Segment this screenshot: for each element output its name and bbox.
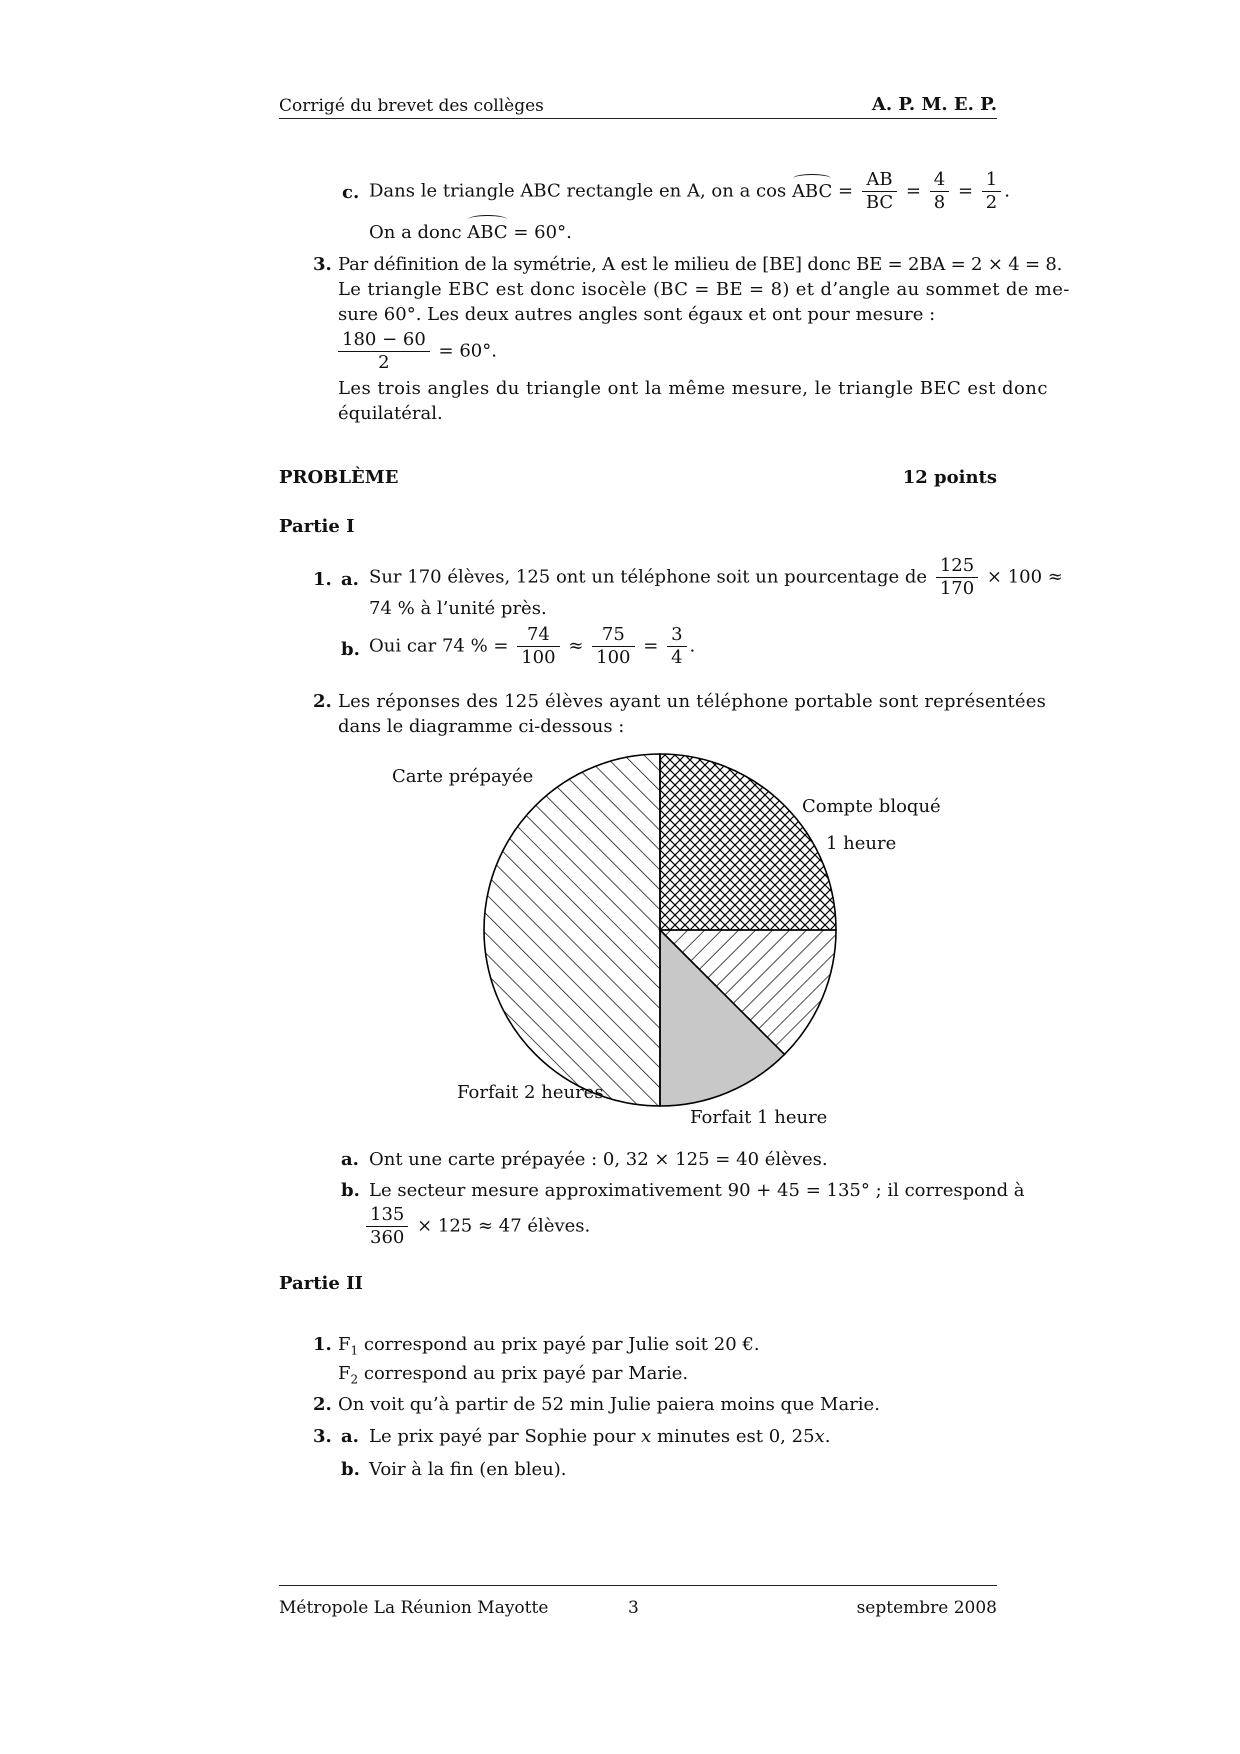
- p1-q2-text: Les réponses des 125 élèves ayant un téléphone portable sont représentées dans le diagramme ci-dessous :: [338, 691, 1047, 737]
- p1-q2b-line1: Le secteur mesure approximativement 90 + 45 = 135° ; il correspond à: [369, 1180, 1025, 1201]
- angle-abc: ABC: [791, 180, 833, 202]
- label-compte-bloque: Compte bloqué: [802, 796, 941, 817]
- p1-q2b-line2: $\frac{135}{360}$ × 125 ≈ 47 élèves.: [366, 1204, 590, 1249]
- header-rule: [279, 118, 997, 119]
- label-forfait-2h: Forfait 2 heures: [457, 1082, 604, 1103]
- label-forfait-1h: Forfait 1 heure: [690, 1107, 828, 1128]
- probleme-title: PROBLÈME: [279, 467, 399, 488]
- p1-q2a-label: a.: [341, 1149, 359, 1170]
- footer-page-number: 3: [628, 1598, 639, 1618]
- item-c-line2: On a donc ABC = 60°.: [369, 222, 572, 243]
- partie1-title: Partie I: [279, 516, 355, 537]
- p2-q1-line1: $F_1$ correspond au prix payé par Julie soit 20 €.: [338, 1334, 760, 1358]
- p2-q2-label: 2.: [313, 1394, 332, 1415]
- item-c-line1: Dans le triangle ABC rectangle en A, on a cos ABC = $\frac{AB}{BC}$ = $\frac{4}{8}$ = $\frac{1}{2}$ .: [369, 169, 1010, 213]
- pie-chart: [470, 740, 850, 1120]
- p1-q1a-label: a.: [341, 569, 359, 590]
- p2-q1-line2: $F_2$ correspond au prix payé par Marie.: [338, 1363, 689, 1387]
- footer-date: septembre 2008: [856, 1598, 997, 1618]
- footer-left: Métropole La Réunion Mayotte: [279, 1598, 549, 1618]
- item-c-label: c.: [342, 182, 360, 203]
- partie2-title: Partie II: [279, 1273, 363, 1294]
- p1-q2a-text: Ont une carte prépayée : 0, 32 × 125 = 40 élèves.: [369, 1149, 828, 1170]
- p1-q2-label: 2.: [313, 691, 332, 712]
- p1-q1a-line1: Sur 170 élèves, 125 ont un téléphone soit un pourcentage de $\frac{125}{170}$ × 100 ≈: [369, 555, 1063, 599]
- p2-q1-label: 1.: [313, 1334, 332, 1355]
- item-3-text: Par définition de la symétrie, A est le milieu de [BE] donc BE = 2BA = 2 × 4 = 8. Le triangle EBC est donc isocèle (BC = BE = 8) et d’angle au sommet de me- sure 60°. Les deux autres angles sont égaux et ont pour mesure : $\frac{180 - 60}{2}$ = 60°. Les trois angles du triangle ont la même mesure, le triangle BEC est donc équilatéral.: [338, 254, 1070, 424]
- slice-carte-prepayee: [484, 754, 660, 1106]
- p2-q3a-label: a.: [341, 1426, 359, 1447]
- slice-compte-bloque: [660, 754, 836, 930]
- footer-rule: [279, 1585, 997, 1586]
- p2-q3b-label: b.: [341, 1459, 360, 1480]
- p2-q3-label: 3.: [313, 1426, 332, 1447]
- label-carte-prepayee: Carte prépayée: [392, 766, 534, 787]
- p2-q3a-text: Le prix payé par Sophie pour x minutes est 0, 25x.: [369, 1426, 831, 1447]
- header-title: Corrigé du brevet des collèges: [279, 96, 544, 116]
- p1-q1-label: 1.: [313, 569, 332, 590]
- p1-q1b-line: Oui car 74 % = $\frac{74}{100}$ ≈ $\frac{75}{100}$ = $\frac{3}{4}$ .: [369, 624, 696, 668]
- p1-q1b-label: b.: [341, 639, 360, 660]
- label-compte-bloque-heure: 1 heure: [826, 833, 897, 854]
- p1-q2b-label: b.: [341, 1180, 360, 1201]
- p1-q1a-line2: 74 % à l’unité près.: [369, 598, 547, 619]
- p2-q2-text: On voit qu’à partir de 52 min Julie paiera moins que Marie.: [338, 1394, 880, 1415]
- item-3-label: 3.: [313, 254, 332, 275]
- p2-q3b-text: Voir à la fin (en bleu).: [369, 1459, 567, 1480]
- header-apmep: A. P. M. E. P.: [871, 94, 997, 115]
- probleme-points: 12 points: [902, 467, 997, 488]
